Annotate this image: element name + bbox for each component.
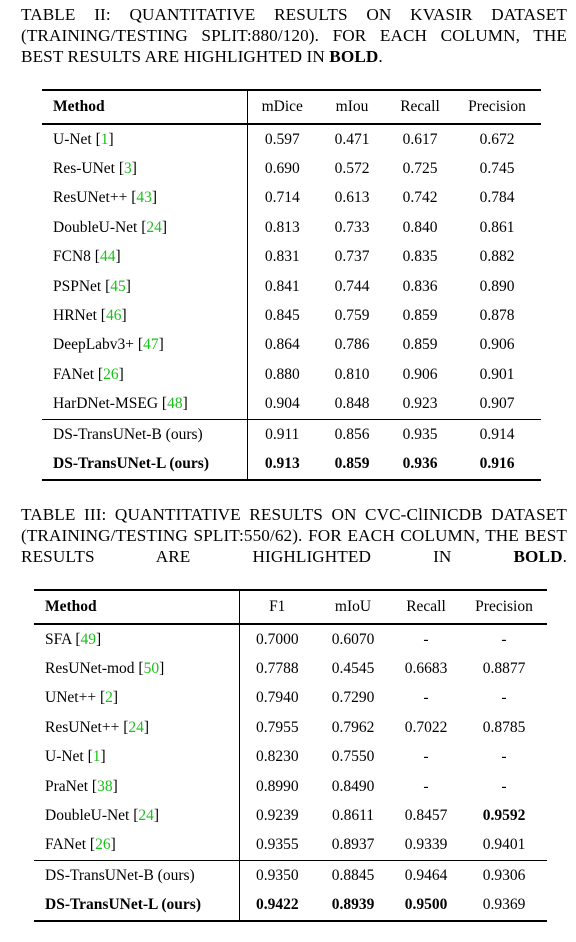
- table-row: [34, 861, 547, 891]
- value-cell: 0.878: [479, 307, 515, 325]
- method-cell: U-Net [1]: [42, 124, 247, 154]
- method-cell: ResUNet-mod [50]: [34, 654, 239, 683]
- method-name: U-Net: [53, 130, 92, 148]
- method-name: ResUNet-mod: [45, 660, 135, 678]
- value-cell: 0.9464: [404, 866, 448, 884]
- method-cell: DeepLabv3+ [47]: [42, 331, 247, 360]
- table-row: [34, 772, 547, 801]
- value-cell: -: [501, 748, 507, 766]
- value-cell: 0.7550: [331, 748, 375, 766]
- method-cell: SFA [49]: [34, 624, 239, 654]
- value-cell: 0.9355: [255, 836, 299, 854]
- method-cell: [42, 419, 247, 449]
- table-row: [34, 624, 547, 654]
- citation-link[interactable]: 46: [105, 307, 122, 325]
- header-precision: Precision: [468, 98, 526, 115]
- citation-link[interactable]: 44: [99, 248, 116, 266]
- value-cell: 0.7290: [331, 689, 375, 707]
- citation-link[interactable]: 3: [124, 160, 132, 178]
- method-name: U-Net: [45, 748, 84, 766]
- method-cell: [34, 861, 239, 891]
- value-cell: 0.907: [479, 395, 515, 413]
- caption-text: TABLE II: QUANTITATIVE RESULTS ON KVASIR DATASET (TRAINING/TESTING SPLIT:880/120). FOR EACH COLUMN, THE BEST RESULTS ARE HIGHLIGHTED IN: [21, 5, 567, 66]
- caption-bold-word: BOLD: [513, 547, 563, 566]
- method-cell: FCN8 [44]: [42, 243, 247, 272]
- table-row: [34, 801, 547, 830]
- value-cell: 0.8457: [404, 807, 448, 825]
- value-cell: -: [423, 630, 429, 648]
- table-header-row: [42, 90, 541, 124]
- caption-text: TABLE III: QUANTITATIVE RESULTS ON CVC-ClINICDB DATASET (TRAINING/TESTING SPLIT:550/62). FOR EACH COLUMN, THE BEST RESULTS ARE HIGHLIGHTED IN: [21, 505, 567, 566]
- value-cell: 0.617: [402, 130, 438, 148]
- value-cell: -: [501, 689, 507, 707]
- header-precision: Precision: [475, 598, 533, 615]
- value-cell: 0.597: [264, 130, 300, 148]
- method-name: Res-UNet: [53, 160, 115, 178]
- table-row: [42, 272, 541, 301]
- citation-link[interactable]: 38: [97, 777, 113, 795]
- value-cell: 0.936: [402, 454, 438, 472]
- value-cell: 0.8230: [255, 748, 299, 766]
- value-cell: 0.859: [334, 454, 370, 472]
- method-name: FCN8: [53, 248, 91, 266]
- value-cell: 0.744: [334, 277, 370, 295]
- value-cell: 0.733: [334, 218, 370, 236]
- header-mdice: mDice: [261, 98, 303, 115]
- value-cell: 0.8611: [331, 807, 375, 825]
- method-name: DS-TransUNet-L (ours): [53, 454, 209, 472]
- citation-link[interactable]: 2: [105, 689, 113, 707]
- value-cell: 0.914: [479, 425, 515, 443]
- value-cell: 0.859: [402, 307, 438, 325]
- method-name: DS-TransUNet-L (ours): [45, 896, 201, 914]
- value-cell: 0.784: [479, 189, 515, 207]
- value-cell: 0.845: [264, 307, 300, 325]
- header-method: Method: [34, 590, 239, 624]
- value-cell: 0.861: [479, 218, 515, 236]
- value-cell: 0.882: [479, 248, 515, 266]
- method-cell: HarDNet-MSEG [48]: [42, 390, 247, 420]
- value-cell: -: [423, 689, 429, 707]
- citation-link[interactable]: 24: [128, 718, 144, 736]
- value-cell: 0.836: [402, 277, 438, 295]
- value-cell: 0.856: [334, 425, 370, 443]
- table-row: [42, 154, 541, 183]
- method-name: FANet: [45, 836, 87, 854]
- value-cell: 0.725: [402, 160, 438, 178]
- table-row: [42, 124, 541, 154]
- value-cell: 0.745: [479, 160, 515, 178]
- table-row: [42, 360, 541, 389]
- value-cell: 0.9369: [482, 896, 526, 914]
- table-row: [42, 449, 541, 479]
- citation-link[interactable]: 50: [143, 660, 160, 678]
- citation-link[interactable]: 45: [110, 277, 126, 295]
- value-cell: -: [501, 630, 507, 648]
- method-cell: [34, 891, 239, 921]
- value-cell: 0.690: [264, 160, 300, 178]
- value-cell: 0.835: [402, 248, 438, 266]
- value-cell: 0.8490: [331, 777, 375, 795]
- method-cell: UNet++ [2]: [34, 684, 239, 713]
- method-cell: PSPNet [45]: [42, 272, 247, 301]
- table-row: [42, 184, 541, 213]
- citation-link[interactable]: 26: [95, 836, 111, 854]
- method-cell: FANet [26]: [34, 831, 239, 861]
- method-name: HRNet: [53, 307, 97, 325]
- value-cell: 0.935: [402, 425, 438, 443]
- value-cell: 0.8939: [331, 896, 375, 914]
- method-cell: DoubleU-Net [24]: [42, 213, 247, 242]
- caption-bold-word: BOLD: [329, 47, 379, 66]
- method-name: DoubleU-Net: [45, 807, 130, 825]
- header-miou: mIoU: [334, 598, 372, 615]
- table-row: [42, 331, 541, 360]
- value-cell: 0.810: [334, 365, 370, 383]
- table-row: [34, 831, 547, 861]
- value-cell: 0.8877: [482, 660, 526, 678]
- table-row: [34, 891, 547, 921]
- value-cell: 0.841: [264, 277, 300, 295]
- value-cell: 0.890: [479, 277, 515, 295]
- citation-link[interactable]: 49: [80, 630, 96, 648]
- value-cell: 0.7000: [255, 630, 299, 648]
- method-name: PraNet: [45, 777, 89, 795]
- value-cell: 0.904: [264, 395, 300, 413]
- method-name: SFA: [45, 630, 72, 648]
- method-name: PSPNet: [53, 277, 102, 295]
- value-cell: 0.848: [334, 395, 370, 413]
- table-header-row: [34, 590, 547, 624]
- method-cell: PraNet [38]: [34, 772, 239, 801]
- value-cell: 0.7788: [255, 660, 299, 678]
- value-cell: 0.9306: [482, 866, 526, 884]
- table-row: [42, 243, 541, 272]
- caption-end: .: [378, 47, 383, 66]
- value-cell: 0.9401: [482, 836, 526, 854]
- citation-link[interactable]: 24: [146, 218, 162, 236]
- value-cell: 0.9350: [255, 866, 299, 884]
- table-row: [42, 213, 541, 242]
- value-cell: 0.737: [334, 248, 370, 266]
- table-row: [34, 684, 547, 713]
- value-cell: 0.906: [402, 365, 438, 383]
- value-cell: 0.742: [402, 189, 438, 207]
- citation-link[interactable]: 24: [138, 807, 154, 825]
- value-cell: -: [423, 748, 429, 766]
- value-cell: 0.913: [264, 454, 300, 472]
- citation-link[interactable]: 1: [92, 748, 101, 766]
- value-cell: 0.759: [334, 307, 370, 325]
- method-cell: FANet [26]: [42, 360, 247, 389]
- caption-end: .: [562, 547, 567, 566]
- method-cell: U-Net [1]: [34, 743, 239, 772]
- value-cell: 0.6683: [404, 660, 448, 678]
- value-cell: 0.7962: [331, 718, 375, 736]
- value-cell: 0.813: [264, 218, 300, 236]
- value-cell: 0.906: [479, 336, 515, 354]
- value-cell: 0.859: [402, 336, 438, 354]
- method-name: DS-TransUNet-B (ours): [53, 425, 203, 443]
- table-row: [42, 390, 541, 420]
- value-cell: 0.4545: [331, 660, 375, 678]
- value-cell: 0.8990: [255, 777, 299, 795]
- value-cell: 0.901: [479, 365, 515, 383]
- value-cell: 0.7022: [404, 718, 448, 736]
- header-miou: mIou: [335, 98, 369, 115]
- value-cell: 0.9500: [404, 896, 448, 914]
- value-cell: 0.7940: [255, 689, 299, 707]
- method-name: UNet++: [45, 689, 97, 707]
- value-cell: 0.9339: [404, 836, 448, 854]
- value-cell: 0.9592: [482, 807, 526, 825]
- method-cell: Res-UNet [3]: [42, 154, 247, 183]
- table-row: [34, 654, 547, 683]
- citation-link[interactable]: 48: [167, 395, 183, 413]
- value-cell: -: [501, 777, 507, 795]
- value-cell: 0.880: [264, 365, 300, 383]
- method-name: DoubleU-Net: [53, 218, 138, 236]
- value-cell: 0.714: [264, 189, 300, 207]
- table-3-caption: [21, 504, 567, 567]
- method-name: DS-TransUNet-B (ours): [45, 866, 195, 884]
- method-cell: HRNet [46]: [42, 301, 247, 330]
- value-cell: 0.6070: [331, 630, 375, 648]
- value-cell: 0.7955: [255, 718, 299, 736]
- header-f1: F1: [269, 598, 286, 615]
- table-2-caption: [21, 4, 567, 67]
- kvasir-results-table: [42, 89, 541, 481]
- citation-link[interactable]: 47: [143, 336, 159, 354]
- method-name: FANet: [53, 365, 95, 383]
- header-recall: Recall: [400, 98, 440, 115]
- header-recall: Recall: [406, 598, 446, 615]
- value-cell: 0.572: [334, 160, 370, 178]
- table-row: [34, 743, 547, 772]
- method-name: ResUNet++: [45, 718, 120, 736]
- value-cell: 0.911: [265, 425, 300, 443]
- citation-link[interactable]: 1: [100, 130, 109, 148]
- citation-link[interactable]: 26: [103, 365, 119, 383]
- value-cell: 0.8845: [331, 866, 375, 884]
- value-cell: 0.471: [334, 130, 370, 148]
- value-cell: 0.8937: [331, 836, 375, 854]
- value-cell: 0.916: [479, 454, 515, 472]
- value-cell: 0.864: [264, 336, 300, 354]
- value-cell: -: [423, 777, 429, 795]
- value-cell: 0.786: [334, 336, 370, 354]
- value-cell: 0.8785: [482, 718, 526, 736]
- value-cell: 0.672: [479, 130, 515, 148]
- citation-link[interactable]: 43: [136, 189, 152, 207]
- value-cell: 0.613: [334, 189, 370, 207]
- value-cell: 0.840: [402, 218, 438, 236]
- method-cell: [42, 449, 247, 479]
- method-name: DeepLabv3+: [53, 336, 135, 354]
- value-cell: 0.923: [402, 395, 438, 413]
- method-cell: ResUNet++ [43]: [42, 184, 247, 213]
- method-name: HarDNet-MSEG: [53, 395, 159, 413]
- method-cell: DoubleU-Net [24]: [34, 801, 239, 830]
- table-row: [42, 419, 541, 449]
- method-name: ResUNet++: [53, 189, 128, 207]
- header-method: Method: [42, 90, 247, 124]
- value-cell: 0.9239: [255, 807, 299, 825]
- method-cell: ResUNet++ [24]: [34, 713, 239, 742]
- table-row: [42, 301, 541, 330]
- table-row: [34, 713, 547, 742]
- cvc-clinicdb-results-table: [34, 589, 547, 922]
- value-cell: 0.831: [264, 248, 300, 266]
- value-cell: 0.9422: [255, 896, 299, 914]
